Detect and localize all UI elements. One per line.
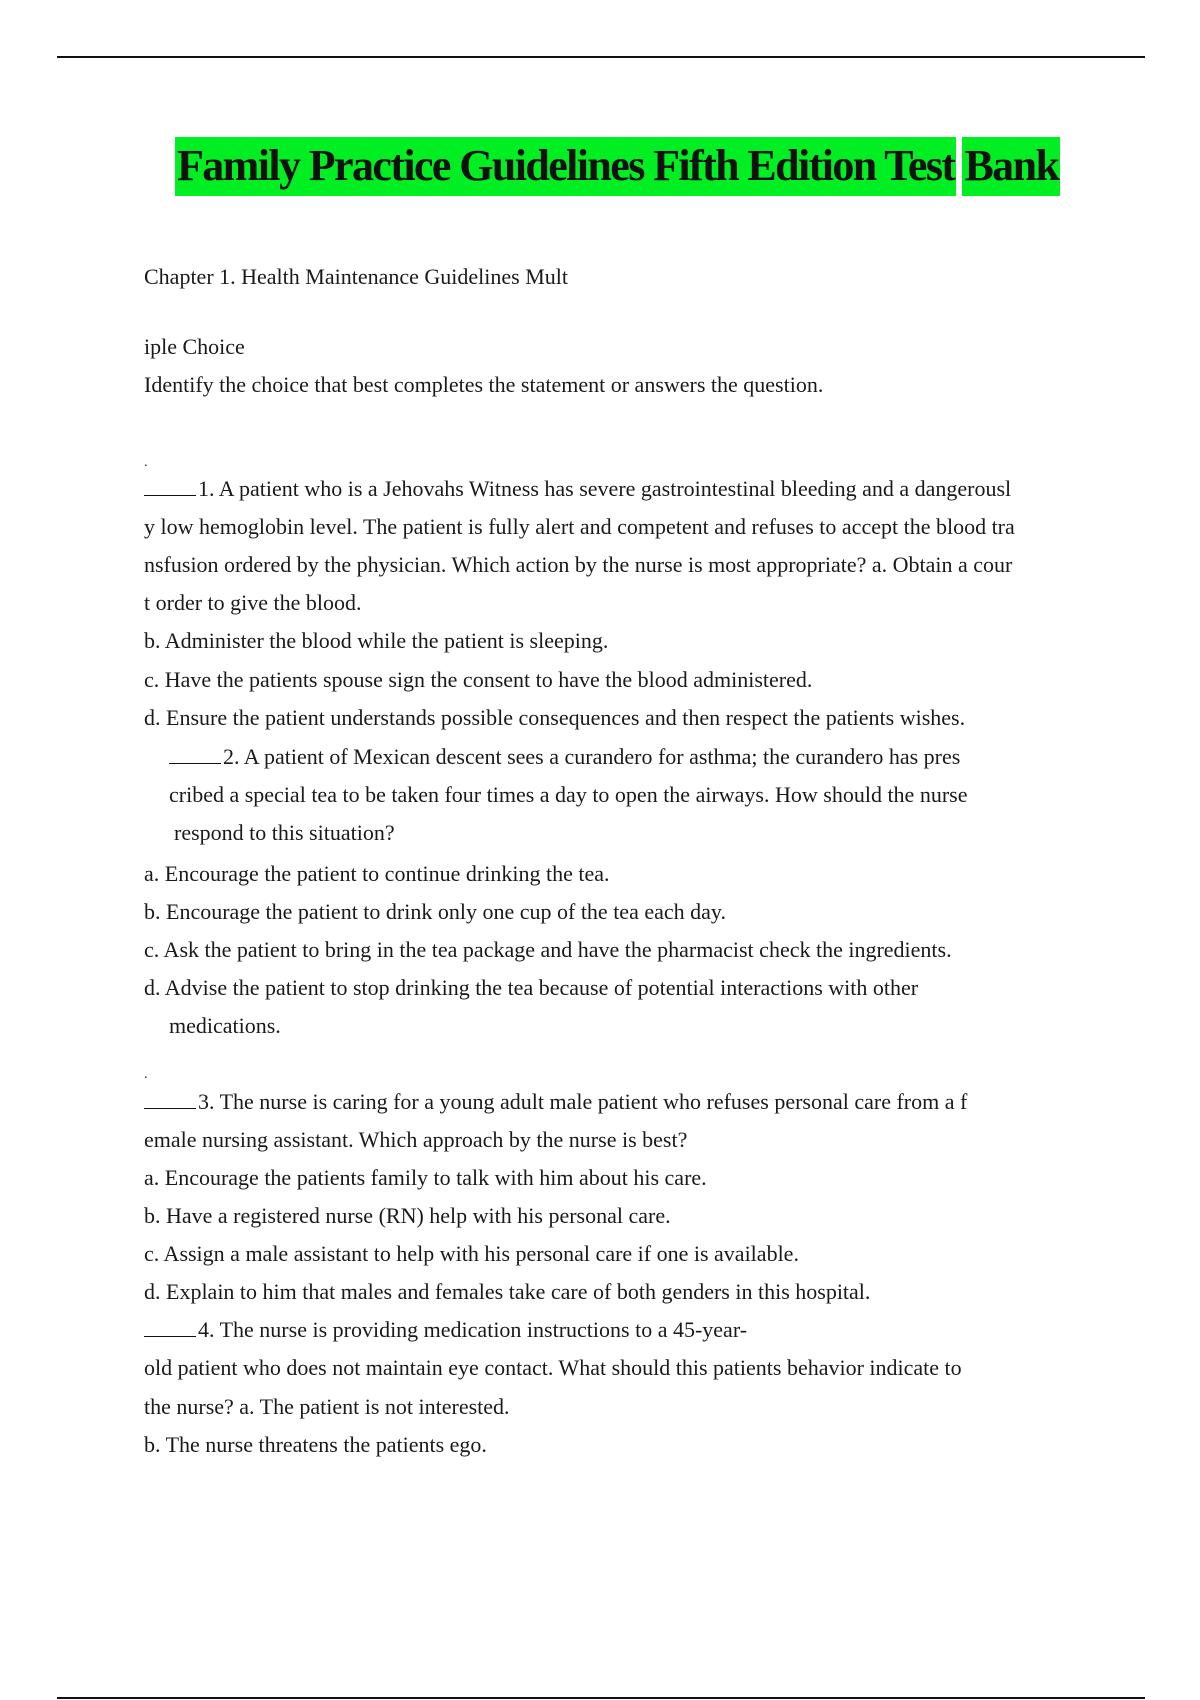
question-2-option-d: d. Advise the patient to stop drinking the tea because of potential interactions with other <box>144 975 919 1000</box>
question-3-line-1: 3. The nurse is caring for a young adult male patient who refuses personal care from a f <box>144 1089 967 1115</box>
top-rule <box>57 56 1145 58</box>
title-highlight-bank: Bank <box>962 137 1060 196</box>
instructions: Identify the choice that best completes the statement or answers the question. <box>144 372 824 397</box>
title-highlight-main: Family Practice Guidelines Fifth Edition Test <box>175 137 956 196</box>
question-3-option-b: b. Have a registered nurse (RN) help with his personal care. <box>144 1203 671 1228</box>
question-1-line-4: t order to give the blood. <box>144 590 362 615</box>
separator-dot: . <box>144 455 148 470</box>
document-title <box>175 141 1060 190</box>
answer-blank <box>144 477 196 496</box>
separator-dot: . <box>144 1067 148 1082</box>
question-2-line-1: 2. A patient of Mexican descent sees a curandero for asthma; the curandero has pres <box>169 744 960 770</box>
question-1-line-2: y low hemoglobin level. The patient is fully alert and competent and refuses to accept the blood tra <box>144 514 1015 539</box>
answer-blank <box>144 1090 196 1109</box>
answer-blank <box>144 1318 196 1337</box>
question-3-line-2: emale nursing assistant. Which approach by the nurse is best? <box>144 1127 688 1152</box>
question-1-line-3: nsfusion ordered by the physician. Which action by the nurse is most appropriate? a. Obtain a cour <box>144 552 1013 577</box>
section-heading: iple Choice <box>144 334 245 359</box>
question-2-option-c: c. Ask the patient to bring in the tea package and have the pharmacist check the ingredients. <box>144 937 952 962</box>
question-1-option-d: d. Ensure the patient understands possible consequences and then respect the patients wishes. <box>144 705 966 730</box>
question-4-line-1: 4. The nurse is providing medication instructions to a 45-year- <box>144 1317 747 1343</box>
question-2-option-b: b. Encourage the patient to drink only one cup of the tea each day. <box>144 899 726 924</box>
question-3-option-c: c. Assign a male assistant to help with his personal care if one is available. <box>144 1241 799 1266</box>
chapter-heading: Chapter 1. Health Maintenance Guidelines Mult <box>144 264 568 289</box>
question-2-line-3: respond to this situation? <box>174 820 395 845</box>
question-4-option-b: b. The nurse threatens the patients ego. <box>144 1432 487 1457</box>
bottom-rule <box>57 1697 1145 1699</box>
answer-blank <box>169 745 221 764</box>
question-2-option-d-cont: medications. <box>169 1013 281 1038</box>
question-1-option-b: b. Administer the blood while the patient is sleeping. <box>144 628 609 653</box>
question-2-option-a: a. Encourage the patient to continue drinking the tea. <box>144 861 610 886</box>
question-3-option-d: d. Explain to him that males and females take care of both genders in this hospital. <box>144 1279 871 1304</box>
question-2-line-2: cribed a special tea to be taken four times a day to open the airways. How should the nurse <box>169 782 968 807</box>
question-1-option-c: c. Have the patients spouse sign the consent to have the blood administered. <box>144 667 813 692</box>
question-1-line-1: 1. A patient who is a Jehovahs Witness has severe gastrointestinal bleeding and a dangerousl <box>144 476 1011 502</box>
question-4-line-2: old patient who does not maintain eye contact. What should this patients behavior indicate to <box>144 1355 962 1380</box>
question-4-line-3: the nurse? a. The patient is not interested. <box>144 1394 510 1419</box>
question-3-option-a: a. Encourage the patients family to talk with him about his care. <box>144 1165 707 1190</box>
